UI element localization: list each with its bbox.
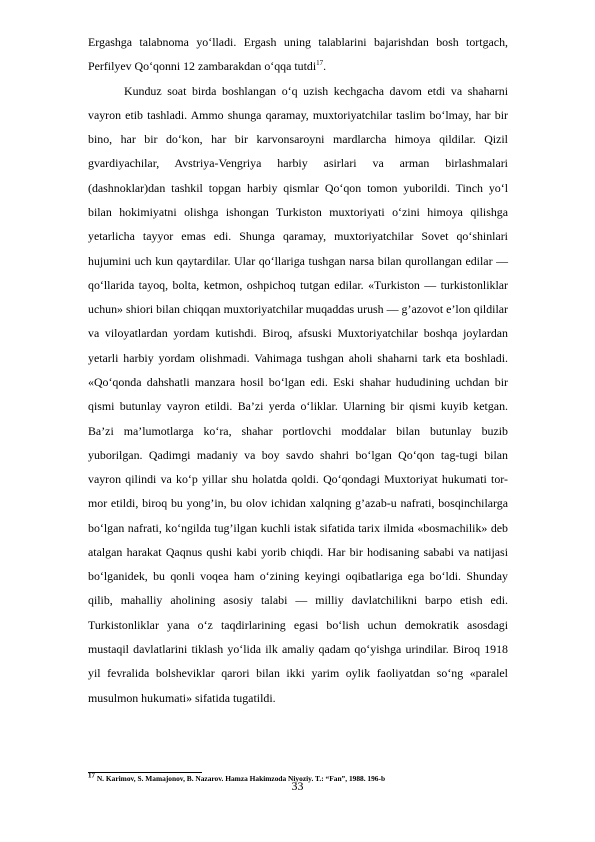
footnote-number: 17 bbox=[88, 771, 95, 780]
paragraph-2: Kunduz soat birda boshlangan o‘q uzish kechgacha davom etdi va shaharni vayron etib tashladi. Ammo shunga qaramay, muxtoriyatchilar taslim bo‘lmay, har bir bino, har bir do‘kon, har bir karvonsaroyni mardlarcha himoya qildilar. Qizil gvardiyachilar, Avstriya-Vengriya harbiy asirlari va arman birlashmalari (dashnoklar)dan tashkil topgan harbiy qismlar Qo‘qon tomon yuborildi. Tinch yo‘l bilan hokimiyatni olishga ishongan Turkiston muxtoriyati o‘zini himoya qilishga yetarlicha tayyor emas edi. Shunga qaramay, muxtoriyatchilar Sovet qo‘shinlari hujumini uch kun qaytardilar. Ular qo‘llariga tushgan narsa bilan qurollangan edilar — qo‘llarida tayoq, bolta, ketmon, oshpichoq tutgan edilar. «Turkiston — turkistonliklar uchun» shiori bilan chiqqan muxtoriyatchilar muqaddas urush — g’azovot e’lon qildilar va viloyatlardan yordam kutishdi. Biroq, afsuski Muxtoriyatchilar boshqa joylardan yetarli harbiy yordam olishmadi. Vahimaga tushgan aholi shaharni tark eta boshladi. «Qo‘qonda dahshatli manzara hosil bo‘lgan edi. Eski shahar hududining uchdan bir qismi butunlay vayron etildi. Ba’zi yerda o‘liklar. Ularning bir qismi kuyib ketgan. Ba’zi ma’lumotlarga ko‘ra, shahar portlovchi moddalar bilan butunlay buzib yuborilgan. Qadimgi madaniy va boy savdo shahri bo‘lgan Qo‘qon tag-tugi bilan vayron qilindi va ko‘p yillar shu holatda qoldi. Qo‘qondagi Muxtoriyat hukumati tor-mor etildi, biroq bu yong’in, bu olov ichidan xalqning g’azab-u nafrati, bosqinchilarga bo‘lgan nafrati, ko‘ngilda tug’ilgan kuchli istak sifatida tarix ilmida «bosmachilik» deb atalgan harakat Qaqnus qushi kabi yorib chiqdi. Har bir hodisaning sababi va natijasi bo‘lganidek, bu qonli voqea ham o‘zining keyingi oqibatlariga ega bo‘ldi. Shunday qilib, mahalliy aholining asosiy talabi — milliy davlatchilikni barpo etish edi. Turkistonliklar yana o‘z taqdirlarining egasi bo‘lish uchun demokratik asosdagi mustaqil davlatlarini tiklash yo‘lida ilk amaliy qadam qo‘yishga urindilar. Biroq 1918 yil fevralida bolsheviklar qarori bilan ikki yarim oylik faoliyatdan so‘ng «paralel musulmon hukumati» sifatida tugatildi. bbox=[88, 83, 508, 705]
page-body bbox=[88, 30, 508, 710]
page-number: 33 bbox=[291, 779, 304, 793]
footnote-text: N. Karimov, S. Mamajonov, B. Nazarov. Hamza Hakimzoda Niyoziy. T.: “Fan”, 1988. 196-b bbox=[95, 774, 386, 783]
footnote-divider bbox=[88, 772, 202, 773]
paragraph-1-text: Ergashga talabnoma yo‘lladi. Ergash uning talablarini bajarishdan bosh tortgach, Perfilyev Qo‘qonni 12 zambarakdan o‘qqa tutdi bbox=[88, 35, 508, 74]
footnote-ref[interactable]: 17 bbox=[316, 59, 324, 68]
paragraph-1-tail: . bbox=[323, 59, 327, 74]
paragraph-1 bbox=[88, 30, 508, 79]
